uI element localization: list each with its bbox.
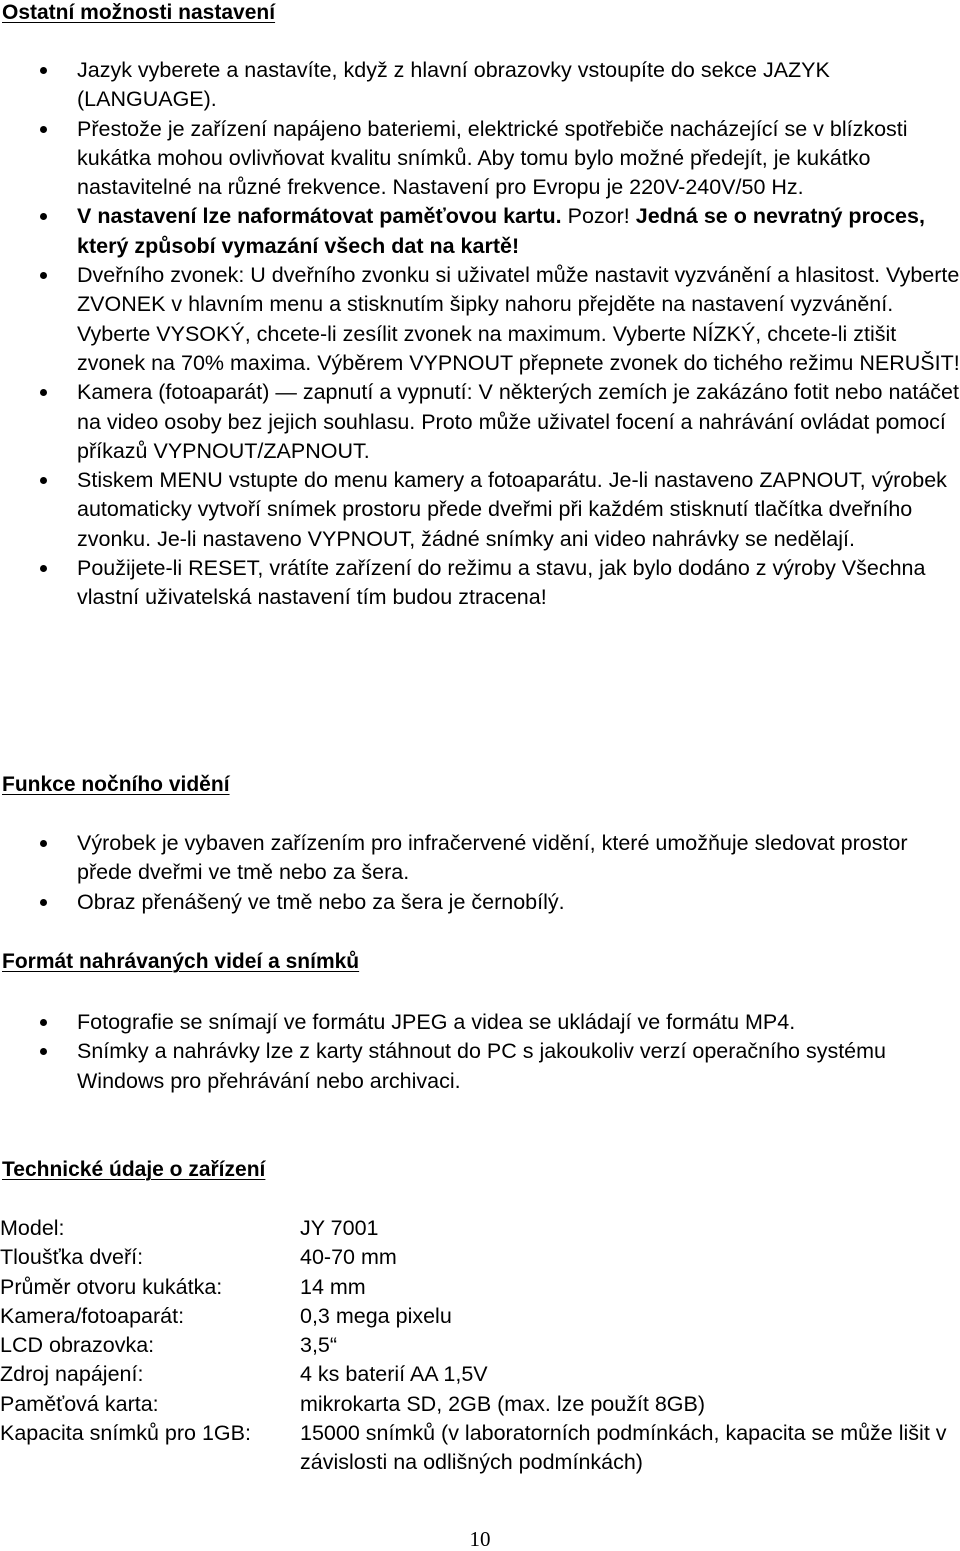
table-row [0,1331,960,1360]
bullet-icon [40,1048,47,1055]
list-item-text: Přestože je zařízení napájeno bateriemi, elektrické spotřebiče nacházející se v blízkosti kukátka mohou ovlivňovat kvalitu snímků. Aby tomu bylo možné předejít, je kukátko nastavitelné na různé frekvence. Nastavení pro Evropu je 220V-240V/50 Hz. [77,116,908,200]
warning-normal-text: Pozor! [561,204,636,229]
night-vision-list [0,829,960,917]
table-row [0,1390,960,1419]
list-item [0,1037,960,1096]
spec-key: Zdroj napájení: [0,1362,144,1387]
bullet-icon [40,840,47,847]
spec-value: JY 7001 [300,1216,379,1240]
specs-table [0,1214,960,1478]
bullet-icon [40,213,47,220]
list-item-text: Jazyk vyberete a nastavíte, když z hlavní obrazovky vstoupíte do sekce JAZYK (LANGUAGE). [77,58,830,112]
spec-key: Průměr otvoru kukátka: [0,1274,223,1299]
list-item [0,829,960,888]
list-item [0,466,960,554]
section-heading-night-vision: Funkce nočního vidění [2,773,230,796]
table-row [0,1214,960,1243]
list-item-text: Fotografie se snímají ve formátu JPEG a videa se ukládají ve formátu MP4. [77,1010,796,1034]
list-item-text: Kamera (fotoaparát) — zapnutí a vypnutí: V některých zemích je zakázáno fotit nebo natáčet na video osoby bez jejich souhlasu. Proto může uživatel focení a nahrávání ovládat pomocí příkazů VYPNOUT/ZAPNOUT. [77,380,959,463]
page-number: 10 [469,1527,491,1551]
list-item [0,115,960,203]
table-row [0,1419,960,1478]
list-item-text: Snímky a nahrávky lze z karty stáhnout do PC s jakoukoliv verzí operačního systému Windows pro přehrávání nebo archivaci. [77,1039,887,1093]
spec-value: 3,5“ [300,1333,338,1358]
list-item [0,202,960,261]
spec-key: Tloušťka dveří: [0,1245,144,1270]
warning-bold-text: V nastavení lze naformátovat paměťovou kartu. [77,204,562,229]
settings-list [0,56,960,613]
bullet-icon [40,272,47,279]
section-heading-format: Formát nahrávaných videí a snímků [2,950,360,973]
list-item [0,1008,960,1037]
spec-value: 15000 snímků (v laboratorních podmínkách, kapacita se může lišit v závislosti na odlišných podmínkách) [300,1421,947,1475]
section-heading-settings: Ostatní možnosti nastavení [2,1,276,24]
spec-value: 14 mm [300,1274,366,1299]
list-item [0,888,960,917]
table-row [0,1273,960,1302]
bullet-icon [40,126,47,133]
list-item-text: Výrobek je vybaven zařízením pro infračervené vidění, které umožňuje sledovat prostor přede dveřmi ve tmě nebo za šera. [77,831,908,885]
spec-value: 40-70 mm [300,1245,397,1270]
bullet-icon [40,67,47,74]
bullet-icon [40,565,47,572]
spec-key: Kapacita snímků pro 1GB: [0,1421,251,1446]
list-item [0,554,960,613]
list-item-text: Obraz přenášený ve tmě nebo za šera je černobílý. [77,889,565,914]
table-row [0,1302,960,1331]
bullet-icon [40,899,47,906]
list-item-text: Použijete-li RESET, vrátíte zařízení do režimu a stavu, jak bylo dodáno z výroby Všechna vlastní uživatelská nastavení tím budou ztracena! [77,556,926,610]
warning-bold-text-2: Jedná se o nevratný proces, který způsobí vymazání všech dat na kartě! [77,204,925,258]
list-item-text: Dveřního zvonek: U dveřního zvonku si uživatel může nastavit vyzvánění a hlasitost. Vyberte ZVONEK v hlavním menu a stisknutím šipky nahoru přejděte na nastavení vyzvánění. Vyberte VYSOKÝ, chcete-li zesílit zvonek na maximum. Vyberte NÍZKÝ, chcete-li ztišit zvonek na 70% maxima. Výběrem VYPNOUT přepnete zvonek do tichého režimu NERUŠIT! [77,263,960,375]
list-item [0,378,960,466]
spec-value: 4 ks baterií AA 1,5V [300,1362,488,1387]
spec-key: Model: [0,1216,65,1240]
spec-value: mikrokarta SD, 2GB (max. lze použít 8GB) [300,1391,706,1416]
bullet-icon [40,389,47,396]
table-row [0,1360,960,1389]
spec-key: LCD obrazovka: [0,1333,155,1358]
list-item [0,261,960,378]
spec-key: Paměťová karta: [0,1391,159,1416]
list-item-text: Stiskem MENU vstupte do menu kamery a fotoaparátu. Je-li nastaveno ZAPNOUT, výrobek automaticky vytvoří snímek prostoru přede dveřmi při každém stisknutí tlačítka dveřního zvonku. Je-li nastaveno VYPNOUT, žádné snímky ani video nahrávky se nedělají. [77,468,947,551]
list-item [0,56,960,115]
spec-value: 0,3 mega pixelu [300,1303,452,1328]
bullet-icon [40,477,47,484]
spec-key: Kamera/fotoaparát: [0,1303,185,1328]
table-row [0,1243,960,1272]
bullet-icon [40,1019,47,1026]
section-heading-specs: Technické údaje o zařízení [2,1158,266,1181]
format-list [0,1008,960,1096]
